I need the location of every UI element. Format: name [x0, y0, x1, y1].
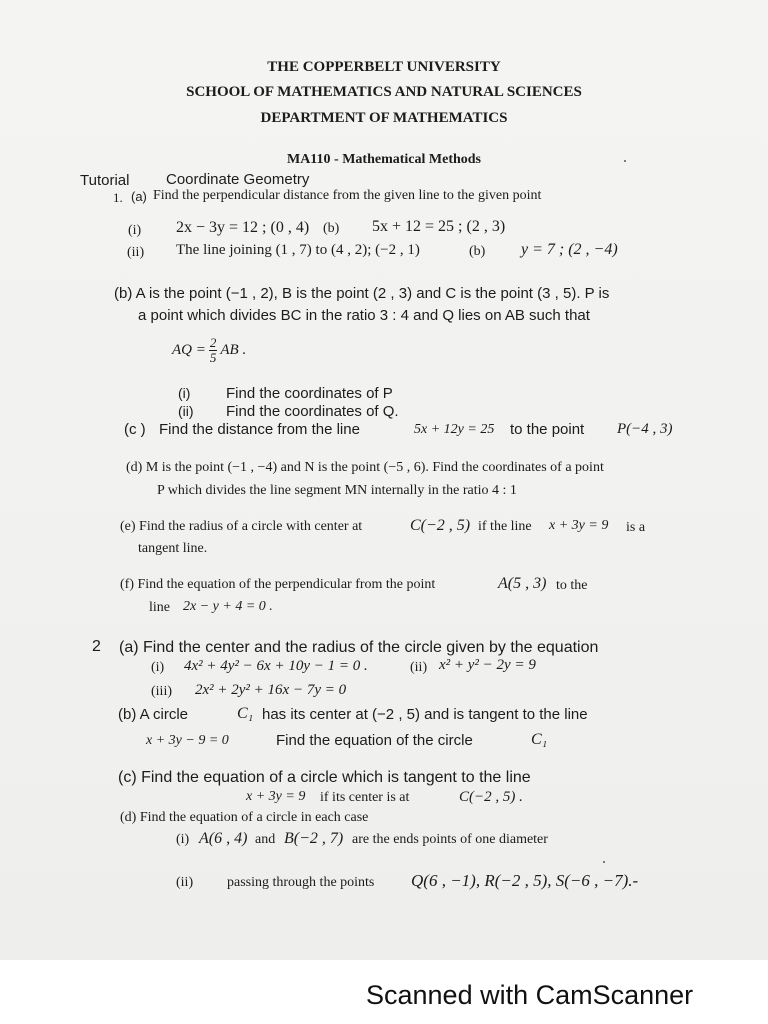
q1b-eq-rhs: AB .: [220, 341, 247, 358]
q2b-c1: C₁: [237, 705, 254, 722]
q1c-mid: to the point: [510, 421, 585, 438]
q1a-ii-label: (ii): [127, 245, 145, 260]
q1a-b-expr: 5x + 12 = 25 ; (2 , 3): [372, 218, 506, 235]
q2a-i-label: (i): [151, 660, 165, 675]
q1-number: 1.: [113, 190, 123, 205]
q1e-line2: tangent line.: [138, 541, 208, 556]
q2b-expr: x + 3y − 9 = 0: [146, 733, 229, 748]
q1b-frac-num: 2: [209, 335, 217, 350]
q1b-fraction: [209, 336, 218, 364]
department-title: DEPARTMENT OF MATHEMATICS: [260, 110, 508, 126]
q2d-i-and: and: [255, 832, 276, 847]
q1e-center: C(−2 , 5): [410, 517, 471, 534]
q1a-text: Find the perpendicular distance from the given line to the given point: [153, 188, 542, 203]
q2b-c1b: C₁: [531, 731, 548, 748]
q1a-i-expr: 2x − 3y = 12 ; (0 , 4): [176, 219, 310, 236]
q1c-point: P(−4 , 3): [617, 421, 673, 437]
q1a-ii-b-label: (b): [469, 244, 486, 259]
q1f-line2: line: [149, 600, 170, 615]
q2d-i-b: B(−2 , 7): [284, 830, 344, 847]
q2c-center: C(−2 , 5) .: [459, 789, 523, 805]
q1d-line2: P which divides the line segment MN internally in the ratio 4 : 1: [157, 483, 517, 498]
q2d-i-tail: are the ends points of one diameter: [352, 832, 548, 847]
school-title: SCHOOL OF MATHEMATICS AND NATURAL SCIENCES: [186, 84, 582, 100]
university-title: THE COPPERBELT UNIVERSITY: [267, 59, 501, 75]
q1b-line2: a point which divides BC in the ratio 3 : 4 and Q lies on AB such that: [138, 307, 590, 324]
q1a-ii-b-expr: y = 7 ; (2 , −4): [521, 241, 618, 258]
q1e-expr: x + 3y = 9: [549, 518, 609, 533]
q1b-i-text: Find the coordinates of P: [226, 385, 393, 402]
q1f-point: A(5 , 3): [498, 575, 547, 592]
q1c-text: Find the distance from the line: [159, 421, 360, 438]
q2a-ii-label: (ii): [410, 660, 428, 675]
q2a-i-expr: 4x² + 4y² − 6x + 10y − 1 = 0 .: [184, 658, 368, 674]
q2d-ii-text: passing through the points: [227, 875, 375, 890]
tutorial-label: Tutorial: [80, 172, 130, 189]
q2a-iii-expr: 2x² + 2y² + 16x − 7y = 0: [195, 682, 347, 698]
q1a-b-label: (b): [323, 221, 340, 236]
q2b-line2: Find the equation of the circle: [276, 732, 473, 749]
q2d-ii-label: (ii): [176, 875, 194, 890]
q2c-line1: (c) Find the equation of a circle which is tangent to the line: [118, 769, 531, 786]
q1e-mid: if the line: [478, 519, 532, 534]
q2c-expr: x + 3y = 9: [246, 789, 306, 804]
camscanner-watermark: Scanned with CamScanner: [366, 980, 694, 1010]
q1f-line1: (f) Find the equation of the perpendicular from the point: [120, 577, 436, 592]
q1a-ii-text: The line joining (1 , 7) to (4 , 2); (−2 , 1): [176, 242, 420, 258]
scan-speck: [603, 861, 605, 863]
q1f-expr: 2x − y + 4 = 0 .: [183, 599, 273, 614]
tutorial-topic: Coordinate Geometry: [166, 171, 310, 188]
q1d-line1: (d) M is the point (−1 , −4) and N is the point (−5 , 6). Find the coordinates of a point: [126, 460, 604, 475]
q1b-frac-den: 5: [209, 349, 217, 365]
q1b-ii-label: (ii): [178, 403, 194, 419]
q1b-ii-text: Find the coordinates of Q.: [226, 403, 399, 420]
q1e-tail: is a: [626, 520, 646, 535]
q1a-label: (a): [131, 189, 147, 204]
q2b-line1b: has its center at (−2 , 5) and is tangent to the line: [262, 706, 588, 723]
q1b-line1: (b) A is the point (−1 , 2), B is the point (2 , 3) and C is the point (3 , 5). P is: [114, 285, 610, 302]
q1c-label: (c ): [124, 421, 146, 438]
q2-number: 2: [92, 638, 101, 655]
scan-speck: [624, 160, 626, 162]
q1f-tail: to the: [556, 578, 588, 593]
q2a-text: (a) Find the center and the radius of the circle given by the equation: [119, 639, 599, 656]
q2d-i-a: A(6 , 4): [199, 830, 248, 847]
q1b-i-label: (i): [178, 385, 191, 401]
q1b-eq-lhs: AQ =: [172, 341, 206, 358]
q2c-mid: if its center is at: [320, 790, 410, 805]
q2d-line1: (d) Find the equation of a circle in each case: [120, 810, 369, 825]
q2d-ii-points: Q(6 , −1), R(−2 , 5), S(−6 , −7).-: [411, 871, 639, 890]
q1a-i-label: (i): [128, 223, 142, 238]
q2b-line1a: (b) A circle: [118, 706, 189, 723]
course-title: MA110 - Mathematical Methods: [286, 152, 482, 167]
q2a-ii-expr: x² + y² − 2y = 9: [439, 657, 536, 673]
q2d-i-label: (i): [176, 832, 190, 847]
q1c-expr: 5x + 12y = 25: [414, 422, 495, 437]
q1e-line1: (e) Find the radius of a circle with center at: [120, 519, 363, 534]
q1b-equation: [172, 336, 246, 364]
q2a-iii-label: (iii): [151, 684, 172, 699]
